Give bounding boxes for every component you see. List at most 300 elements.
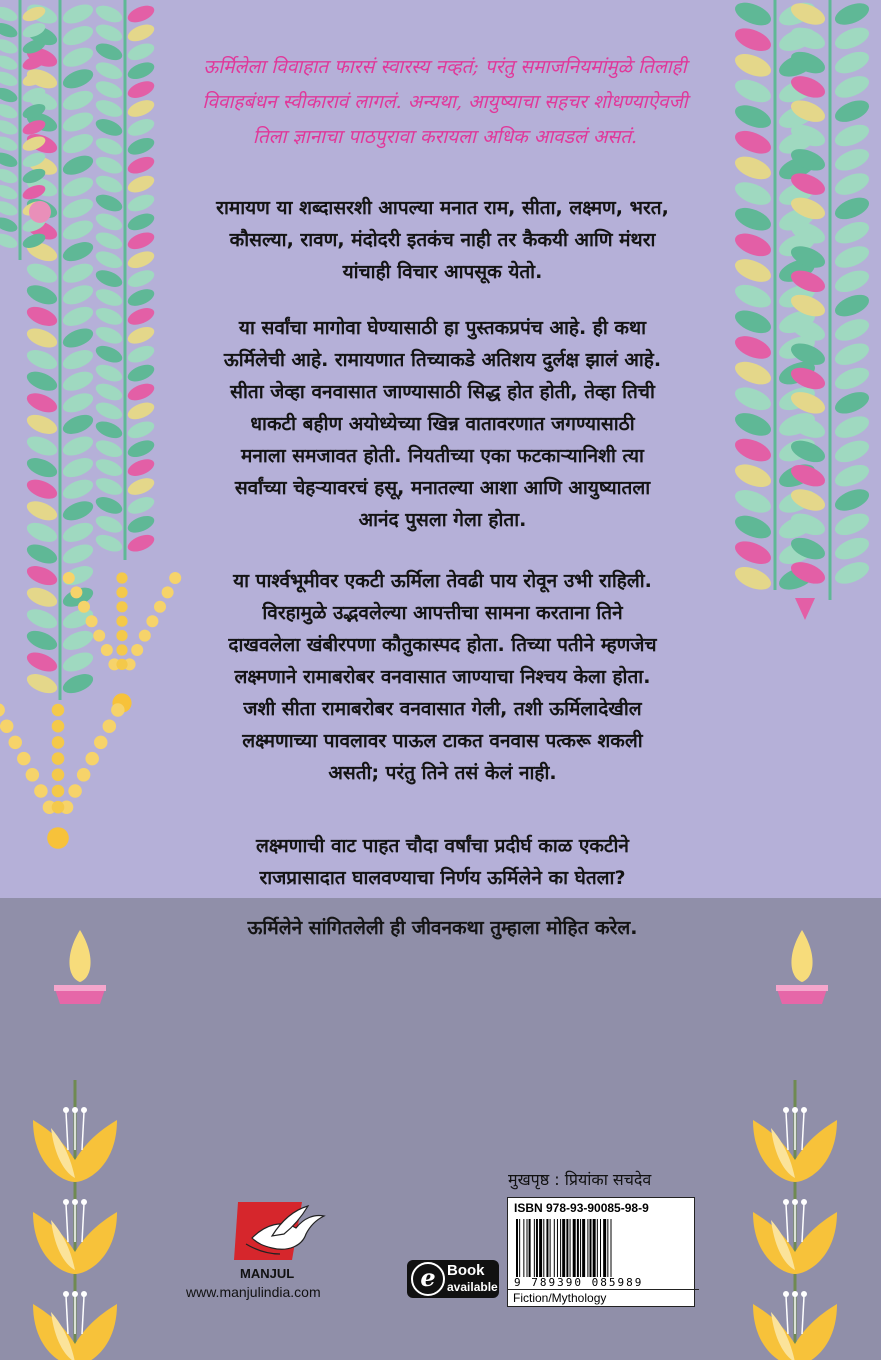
- leaf-icon: [93, 342, 124, 365]
- marigold-icon: [63, 572, 75, 584]
- leaf-icon: [832, 436, 872, 466]
- blurb-line: कौसल्या, रावण, मंदोदरी इतकंच नाही तर कैकयी आणि मंथरा: [229, 229, 656, 251]
- leaf-icon: [0, 150, 19, 170]
- leaf-icon: [60, 454, 96, 481]
- stamen: [66, 1204, 68, 1242]
- stamen-tip: [81, 1291, 87, 1297]
- blurb-line: विरहामुळे उद्भवलेल्या आपत्तीचा सामना करताना तिने: [262, 602, 623, 624]
- leaf-icon: [93, 456, 124, 479]
- stamen-tip: [72, 1107, 78, 1113]
- blurb-line: दाखवलेला खंबीरपणा कौतुकास्पद होता. तिच्या पतीने म्हणजेच: [228, 634, 657, 656]
- intro-line: तिला ज्ञानाचा पाठपुरावा करायला अधिक आवडलं असतं.: [252, 126, 638, 148]
- leaf-icon: [24, 389, 60, 416]
- leaf-icon: [60, 649, 96, 676]
- leaf-icon: [0, 36, 19, 56]
- leaf-icon: [0, 101, 19, 121]
- leaf-icon: [125, 456, 156, 479]
- barcode-bar: [600, 1219, 601, 1277]
- leaf-icon: [93, 361, 124, 384]
- leaf-icon: [24, 411, 60, 438]
- ebook-e-icon: e: [411, 1262, 445, 1296]
- blurb-line: धाकटी बहीण अयोध्येच्या खिन्न वातावरणात जगण्यासाठी: [250, 413, 635, 435]
- marigold-icon: [9, 736, 23, 750]
- leaf-icon: [93, 380, 124, 403]
- leaf-icon: [93, 418, 124, 441]
- publisher-name: MANJUL: [240, 1266, 295, 1281]
- leaf-icon: [93, 305, 124, 328]
- marigold-icon: [85, 752, 99, 766]
- leaf-icon: [0, 20, 19, 40]
- barcode-bar: [557, 1219, 558, 1277]
- marigold-icon: [116, 587, 127, 598]
- stamen: [786, 1112, 788, 1150]
- leaf-icon: [24, 476, 60, 503]
- barcode-digits: 9 789390 085989: [514, 1276, 644, 1289]
- marigold-icon: [52, 736, 65, 749]
- marigold-icon: [111, 703, 125, 717]
- leaf-icon: [93, 116, 124, 139]
- leaf-icon: [93, 267, 124, 290]
- diya-rim: [54, 985, 106, 991]
- marigold-icon: [52, 720, 65, 733]
- leaf-icon: [732, 485, 774, 517]
- leaf-icon: [24, 368, 60, 395]
- blurb-line: आनंद पुसला गेला होता.: [358, 509, 527, 531]
- blurb-line: सीता जेव्हा वनवासात जाण्यासाठी सिद्ध होत होती, तेव्हा तिची: [230, 381, 655, 403]
- leaf-icon: [125, 248, 156, 271]
- leaf-icon: [125, 286, 156, 309]
- leaf-icon: [0, 182, 19, 202]
- leaf-icon: [732, 229, 774, 261]
- leaf-icon: [732, 255, 774, 287]
- barcode-bar: [543, 1219, 544, 1277]
- stamen: [802, 1296, 804, 1334]
- barcode-bar: [577, 1219, 579, 1277]
- leaf-icon: [832, 558, 872, 588]
- leaf-icon: [60, 476, 96, 503]
- leaf-icon: [832, 461, 872, 491]
- leaf-icon: [93, 399, 124, 422]
- diya-rim: [776, 985, 828, 991]
- closing-text: ऊर्मिलेने सांगितलेली ही जीवनकथा तुम्हाला मोहित करेल.: [247, 917, 638, 939]
- leaf-icon: [60, 497, 96, 524]
- blurb-line: ऊर्मिलेची आहे. रामायणात तिच्याकडे अतिशय दुर्लक्ष झालं आहे.: [223, 349, 662, 371]
- marigold-icon: [0, 719, 13, 733]
- leaf-icon: [60, 670, 96, 697]
- leaf-icon: [93, 40, 124, 63]
- leaf-icon: [732, 434, 774, 466]
- cover-credit: मुखपृष्ठ : प्रियांका सचदेव: [508, 1170, 652, 1189]
- leaf-icon: [732, 383, 774, 415]
- leaf-icon: [24, 605, 60, 632]
- leaf-icon: [832, 120, 872, 150]
- leaf-icon: [0, 198, 19, 218]
- leaf-icon: [125, 475, 156, 498]
- leaf-icon: [60, 346, 96, 373]
- leaf-icon: [60, 519, 96, 546]
- publisher-logo-icon: [232, 1198, 327, 1270]
- leaf-icon: [0, 4, 19, 24]
- marigold-icon: [94, 736, 108, 750]
- marigold-drop-icon: [47, 827, 69, 849]
- stamen-tip: [72, 1199, 78, 1205]
- leaf-icon: [0, 117, 19, 137]
- marigold-icon: [52, 769, 65, 782]
- leaf-icon: [24, 562, 60, 589]
- intro-line: विवाहबंधन स्वीकारावं लागलं. अन्यथा, आयुष्याचा सहचर शोधण्याऐवजी: [202, 91, 688, 113]
- leaf-icon: [24, 433, 60, 460]
- ebook-label: Book: [447, 1262, 485, 1279]
- barcode-bar: [566, 1219, 568, 1277]
- blurb-line: असती; परंतु तिने तसं केलं नाही.: [328, 762, 557, 784]
- leaf-icon: [60, 44, 96, 71]
- stamen-tip: [63, 1199, 69, 1205]
- leaf-icon: [60, 65, 96, 92]
- marigold-icon: [52, 752, 65, 765]
- leaf-icon: [93, 248, 124, 271]
- leaf-icon: [24, 627, 60, 654]
- barcode-bar: [611, 1219, 612, 1277]
- leaf-icon: [60, 87, 96, 114]
- leaf-icon: [832, 72, 872, 102]
- leaf-icon: [93, 21, 124, 44]
- stamen-tip: [81, 1107, 87, 1113]
- marigold-icon: [70, 586, 82, 598]
- pink-bud-icon: [795, 598, 815, 620]
- genre-label: Fiction/Mythology: [508, 1289, 699, 1306]
- stamen-tip: [792, 1199, 798, 1205]
- stamen-tip: [801, 1199, 807, 1205]
- barcode-bar: [550, 1219, 551, 1277]
- leaf-icon: [24, 281, 60, 308]
- leaf-icon: [60, 1, 96, 28]
- leaf-icon: [832, 291, 872, 321]
- marigold-icon: [77, 768, 91, 782]
- leaf-icon: [93, 2, 124, 25]
- stamen-tip: [63, 1291, 69, 1297]
- barcode-bar: [523, 1219, 524, 1277]
- stamen: [786, 1204, 788, 1242]
- barcode-bar: [603, 1219, 606, 1277]
- leaf-icon: [0, 166, 19, 186]
- leaf-icon: [60, 368, 96, 395]
- leaf-icon: [93, 494, 124, 517]
- leaf-icon: [60, 195, 96, 222]
- leaf-icon: [732, 511, 774, 543]
- barcode-bar: [607, 1219, 608, 1277]
- marigold-icon: [52, 704, 65, 717]
- leaf-icon: [832, 96, 872, 126]
- blurb-paragraph-3: [155, 565, 730, 789]
- barcode-bar: [554, 1219, 555, 1277]
- leaf-icon: [93, 531, 124, 554]
- leaf-icon: [60, 627, 96, 654]
- leaf-icon: [125, 229, 156, 252]
- leaf-icon: [60, 152, 96, 179]
- marigold-icon: [34, 784, 48, 798]
- blurb-line: लक्ष्मणाची वाट पाहत चौदा वर्षांचा प्रदीर्घ काळ एकटीने: [256, 835, 629, 857]
- leaf-icon: [24, 454, 60, 481]
- leaf-icon: [24, 649, 60, 676]
- stamen: [786, 1296, 788, 1334]
- leaf-icon: [732, 306, 774, 338]
- leaf-icon: [24, 541, 60, 568]
- leaf-icon: [732, 562, 774, 594]
- stamen: [66, 1112, 68, 1150]
- marigold-icon: [93, 630, 105, 642]
- publisher-website: www.manjulindia.com: [186, 1284, 321, 1300]
- leaf-icon: [0, 85, 19, 105]
- blurb-line: सर्वांच्या चेहऱ्यावरचं हसू, मनातल्या आशा आणि आयुष्यातला: [234, 477, 651, 499]
- leaf-icon: [732, 408, 774, 440]
- intro-quote: [150, 50, 740, 155]
- blurb-line: राजप्रासादात घालवण्याचा निर्णय ऊर्मिलेने का घेतला?: [259, 867, 626, 889]
- leaf-icon: [732, 0, 774, 30]
- leaf-icon: [60, 260, 96, 287]
- leaf-icon: [832, 412, 872, 442]
- barcode-bar: [593, 1219, 596, 1277]
- stamen-tip: [792, 1107, 798, 1113]
- leaf-icon: [125, 531, 156, 554]
- barcode-icon: [514, 1219, 688, 1277]
- leaf-icon: [93, 286, 124, 309]
- leaf-icon: [24, 670, 60, 697]
- marigold-icon: [116, 616, 127, 627]
- flame-icon: [791, 930, 812, 982]
- blurb-line: या पार्श्वभूमीवर एकटी ऊर्मिला तेवढी पाय रोवून उभी राहिली.: [233, 570, 652, 592]
- leaf-icon: [24, 584, 60, 611]
- ebook-available-badge: [407, 1260, 499, 1298]
- leaf-icon: [732, 178, 774, 210]
- marigold-icon: [116, 572, 127, 583]
- leaf-icon: [93, 513, 124, 536]
- isbn-label: ISBN 978-93-90085-98-9: [514, 1201, 649, 1215]
- pink-bud-icon: [29, 201, 51, 223]
- leaf-icon: [0, 134, 19, 154]
- marigold-icon: [116, 601, 127, 612]
- leaf-icon: [24, 303, 60, 330]
- leaf-icon: [125, 418, 156, 441]
- stamen: [82, 1296, 84, 1334]
- barcode-bar: [527, 1219, 528, 1277]
- marigold-icon: [26, 768, 40, 782]
- leaf-icon: [732, 280, 774, 312]
- blurb-line: लक्ष्मणाच्या पावलावर पाऊल टाकत वनवास पत्करू शकली: [242, 730, 643, 752]
- leaf-icon: [24, 519, 60, 546]
- stamen-tip: [783, 1199, 789, 1205]
- leaf-icon: [832, 315, 872, 345]
- blurb-paragraph-2: [155, 312, 730, 536]
- leaf-icon: [24, 260, 60, 287]
- leaf-icon: [125, 305, 156, 328]
- leaf-icon: [60, 389, 96, 416]
- leaf-icon: [93, 97, 124, 120]
- stamen: [66, 1296, 68, 1334]
- stamen-tip: [63, 1107, 69, 1113]
- marigold-icon: [78, 601, 90, 613]
- leaf-icon: [93, 191, 124, 214]
- leaf-icon: [832, 485, 872, 515]
- stamen: [802, 1204, 804, 1242]
- leaf-icon: [93, 324, 124, 347]
- marigold-icon: [101, 644, 113, 656]
- blurb-paragraph-1: [155, 192, 730, 288]
- leaf-icon: [0, 69, 19, 89]
- barcode-bar: [587, 1219, 588, 1277]
- barcode-bar: [539, 1219, 542, 1277]
- blurb-line: यांचाही विचार आपसूक येतो.: [342, 261, 543, 283]
- leaf-icon: [832, 509, 872, 539]
- leaf-icon: [125, 513, 156, 536]
- leaf-icon: [60, 411, 96, 438]
- flame-icon: [69, 930, 90, 982]
- stamen-tip: [72, 1291, 78, 1297]
- leaf-icon: [0, 53, 19, 73]
- intro-line: ऊर्मिलेला विवाहात फारसं स्वारस्य नव्हतं; परंतु समाजनियमांमुळे तिलाही: [203, 56, 687, 78]
- marigold-icon: [52, 801, 65, 814]
- leaf-icon: [832, 388, 872, 418]
- leaf-icon: [832, 266, 872, 296]
- leaf-icon: [93, 210, 124, 233]
- leaf-icon: [0, 231, 19, 251]
- leaf-icon: [125, 342, 156, 365]
- leaf-icon: [832, 193, 872, 223]
- leaf-icon: [732, 357, 774, 389]
- leaf-icon: [93, 172, 124, 195]
- marigold-icon: [139, 630, 151, 642]
- leaf-icon: [60, 238, 96, 265]
- closing-line: [155, 912, 730, 944]
- leaf-icon: [125, 437, 156, 460]
- stamen-tip: [801, 1107, 807, 1113]
- stamen-tip: [81, 1199, 87, 1205]
- leaf-icon: [125, 324, 156, 347]
- barcode-bar: [570, 1219, 571, 1277]
- leaf-icon: [832, 145, 872, 175]
- barcode-bar: [582, 1219, 585, 1277]
- blurb-line: या सर्वांचा मागोवा घेण्यासाठी हा पुस्तकप्रपंच आहे. ही कथा: [238, 317, 647, 339]
- barcode-bar: [573, 1219, 576, 1277]
- leaf-icon: [125, 21, 156, 44]
- leaf-icon: [832, 218, 872, 248]
- barcode-bar: [536, 1219, 538, 1277]
- leaf-icon: [0, 215, 19, 235]
- blurb-paragraph-4: [155, 830, 730, 894]
- marigold-icon: [116, 659, 127, 670]
- leaf-icon: [93, 437, 124, 460]
- leaf-icon: [93, 59, 124, 82]
- barcode-bar: [560, 1219, 561, 1277]
- leaf-icon: [60, 433, 96, 460]
- barcode-bar: [534, 1219, 535, 1277]
- barcode-bar: [516, 1219, 518, 1277]
- leaf-icon: [60, 109, 96, 136]
- leaf-icon: [125, 210, 156, 233]
- stamen: [82, 1204, 84, 1242]
- leaf-icon: [832, 169, 872, 199]
- leaf-icon: [60, 130, 96, 157]
- barcode-bar: [562, 1219, 565, 1277]
- stamen-tip: [792, 1291, 798, 1297]
- leaf-icon: [732, 152, 774, 184]
- marigold-icon: [52, 785, 65, 798]
- marigold-icon: [103, 719, 117, 733]
- blurb-line: लक्ष्मणाने रामाबरोबर वनवासात जाण्याचा निश्चय केला होता.: [234, 666, 651, 688]
- leaf-icon: [93, 229, 124, 252]
- leaf-icon: [60, 303, 96, 330]
- isbn-barcode-box: [507, 1197, 695, 1307]
- leaf-icon: [93, 78, 124, 101]
- leaf-icon: [60, 217, 96, 244]
- leaf-icon: [125, 380, 156, 403]
- leaf-icon: [60, 22, 96, 49]
- blurb-line: मनाला समजावत होती. नियतीच्या एका फटकाऱ्यानिशी त्या: [241, 445, 644, 467]
- marigold-icon: [116, 630, 127, 641]
- marigold-icon: [86, 615, 98, 627]
- leaf-icon: [60, 541, 96, 568]
- barcode-bar: [597, 1219, 598, 1277]
- marigold-icon: [68, 784, 82, 798]
- leaf-icon: [60, 325, 96, 352]
- leaf-icon: [732, 460, 774, 492]
- leaf-icon: [93, 475, 124, 498]
- barcode-bar: [590, 1219, 592, 1277]
- stamen: [802, 1112, 804, 1150]
- leaf-icon: [93, 153, 124, 176]
- marigold-icon: [131, 644, 143, 656]
- leaf-icon: [125, 361, 156, 384]
- leaf-icon: [832, 534, 872, 564]
- marigold-icon: [17, 752, 31, 766]
- blurb-line: रामायण या शब्दासरशी आपल्या मनात राम, सीता, लक्ष्मण, भरत,: [216, 197, 669, 219]
- leaf-icon: [832, 48, 872, 78]
- leaf-icon: [732, 203, 774, 235]
- leaf-icon: [732, 332, 774, 364]
- leaf-icon: [125, 267, 156, 290]
- barcode-bar: [546, 1219, 548, 1277]
- leaf-icon: [832, 242, 872, 272]
- barcode-bar: [529, 1219, 531, 1277]
- leaf-icon: [732, 537, 774, 569]
- stamen-tip: [783, 1291, 789, 1297]
- leaf-icon: [832, 339, 872, 369]
- leaf-icon: [93, 135, 124, 158]
- leaf-icon: [125, 172, 156, 195]
- leaf-icon: [24, 346, 60, 373]
- leaf-icon: [832, 23, 872, 53]
- leaf-icon: [125, 494, 156, 517]
- leaf-icon: [832, 0, 872, 29]
- marigold-icon: [0, 703, 5, 717]
- blurb-line: जशी सीता रामाबरोबर वनवासात गेली, तशी ऊर्मिलादेखील: [243, 698, 642, 720]
- leaf-icon: [125, 2, 156, 25]
- barcode-bar: [580, 1219, 581, 1277]
- leaf-icon: [60, 173, 96, 200]
- leaf-icon: [24, 497, 60, 524]
- stamen: [82, 1112, 84, 1150]
- leaf-icon: [24, 325, 60, 352]
- leaf-icon: [60, 281, 96, 308]
- stamen-tip: [783, 1107, 789, 1113]
- leaf-icon: [125, 399, 156, 422]
- stamen-tip: [801, 1291, 807, 1297]
- barcode-bar: [519, 1219, 520, 1277]
- marigold-icon: [116, 644, 127, 655]
- leaf-icon: [832, 363, 872, 393]
- leaf-icon: [125, 191, 156, 214]
- leaf-icon: [125, 153, 156, 176]
- ebook-sublabel: available: [447, 1280, 498, 1294]
